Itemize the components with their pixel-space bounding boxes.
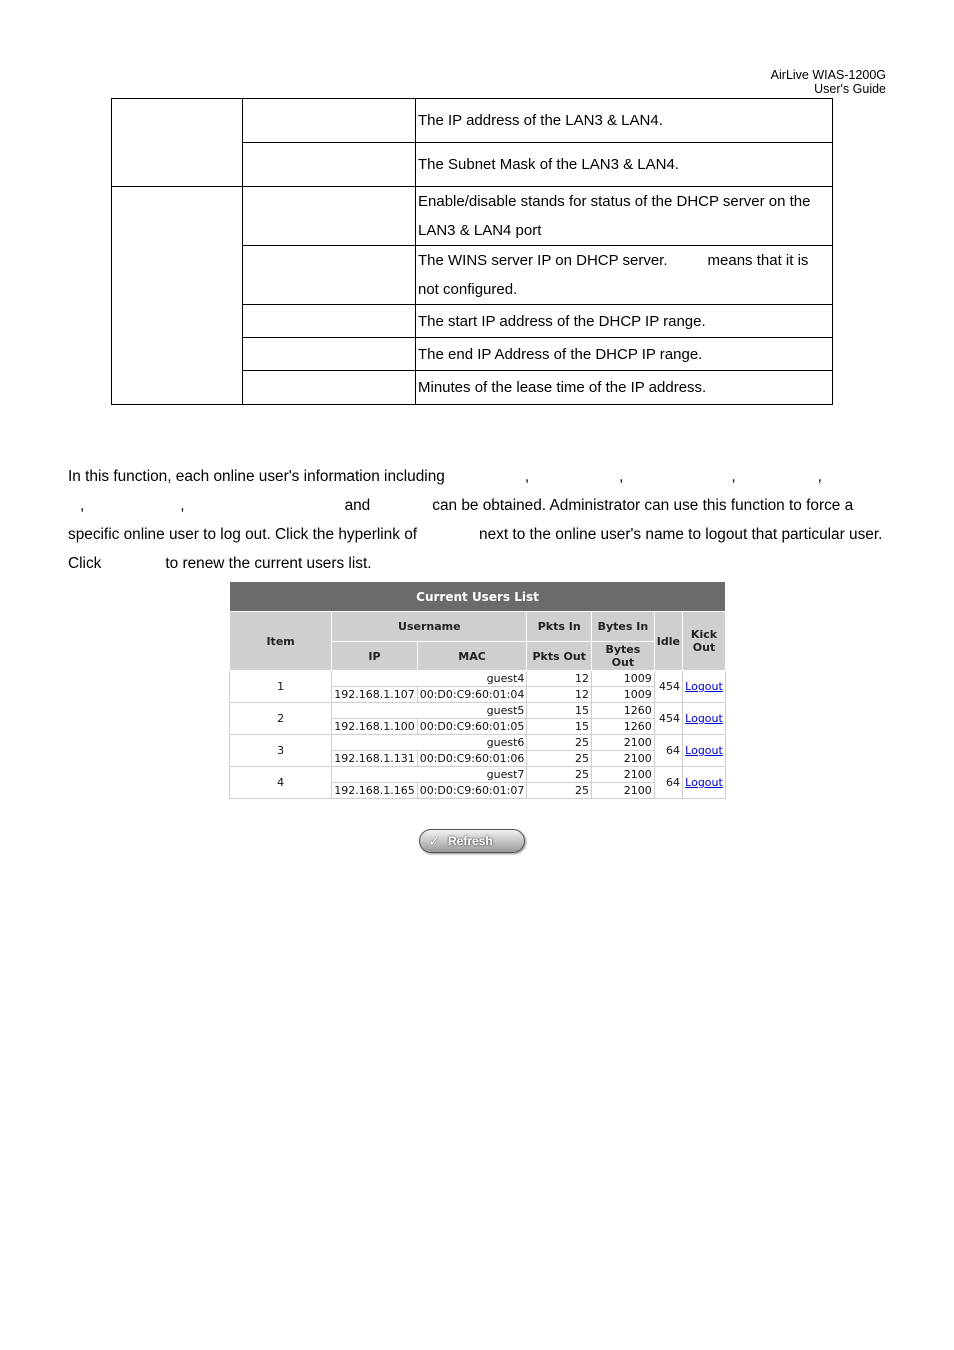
col-header-item: Item (230, 612, 332, 671)
bytes-out-cell: 1009 (592, 687, 655, 703)
item-cell: 1 (230, 671, 332, 703)
settings-description-table (111, 98, 833, 405)
mac-cell: 00:D0:C9:60:01:04 (417, 687, 527, 703)
row-description: Enable/disable stands for status of the DHCP server on the LAN3 & LAN4 port (416, 187, 833, 246)
logout-link[interactable]: Logout (685, 680, 723, 693)
ip-cell: 192.168.1.131 (332, 751, 417, 767)
item-cell: 3 (230, 735, 332, 767)
row-description: Minutes of the lease time of the IP address. (416, 371, 833, 405)
table-row (112, 99, 833, 143)
bytes-out-cell: 1260 (592, 719, 655, 735)
bytes-out-cell: 2100 (592, 783, 655, 799)
table-title-row (230, 582, 726, 612)
bytes-out-cell: 2100 (592, 751, 655, 767)
pkts-in-cell: 12 (527, 671, 592, 687)
idle-cell: 64 (654, 767, 682, 799)
checkmark-icon: ✓ (428, 833, 441, 850)
ip-cell: 192.168.1.107 (332, 687, 417, 703)
kick-out-cell (682, 767, 725, 799)
page-header (771, 68, 886, 96)
mac-cell: 00:D0:C9:60:01:05 (417, 719, 527, 735)
col-header-username: Username (332, 612, 527, 642)
mac-cell: 00:D0:C9:60:01:07 (417, 783, 527, 799)
col-header-ip: IP (332, 642, 417, 671)
refresh-button[interactable] (419, 829, 525, 853)
pkts-out-cell: 25 (527, 751, 592, 767)
ip-cell: 192.168.1.165 (332, 783, 417, 799)
username-cell: guest5 (332, 703, 527, 719)
description-paragraph: In this function, each online user's information including , , , , , , and can be obtained. Administrator can use this function to force a specific online user to log out. Click the hyperlink of next to the online user's name to logout that particular user. Click to renew the current users list. (68, 468, 883, 572)
bytes-in-cell: 1009 (592, 671, 655, 687)
col-header-mac: MAC (417, 642, 527, 671)
pkts-out-cell: 12 (527, 687, 592, 703)
table-title: Current Users List (230, 582, 726, 612)
username-cell: guest4 (332, 671, 527, 687)
current-users-table (229, 581, 726, 799)
pkts-in-cell: 15 (527, 703, 592, 719)
logout-link[interactable]: Logout (685, 776, 723, 789)
bytes-in-cell: 1260 (592, 703, 655, 719)
header-guide: User's Guide (814, 82, 886, 96)
col-header-bytes-out: Bytes Out (592, 642, 655, 671)
username-cell: guest6 (332, 735, 527, 751)
row-description: The Subnet Mask of the LAN3 & LAN4. (416, 143, 833, 187)
pkts-in-cell: 25 (527, 735, 592, 751)
table-row (112, 187, 833, 246)
item-cell: 4 (230, 767, 332, 799)
idle-cell: 454 (654, 671, 682, 703)
bytes-in-cell: 2100 (592, 735, 655, 751)
header-product: AirLive WIAS-1200G (770, 68, 886, 82)
table-row (230, 735, 726, 751)
pkts-out-cell: 15 (527, 719, 592, 735)
table-header-row (230, 612, 726, 642)
username-cell: guest7 (332, 767, 527, 783)
kick-out-cell (682, 703, 725, 735)
pkts-in-cell: 25 (527, 767, 592, 783)
table-row (230, 767, 726, 783)
col-header-pkts-in: Pkts In (527, 612, 592, 642)
mac-cell: 00:D0:C9:60:01:06 (417, 751, 527, 767)
bytes-in-cell: 2100 (592, 767, 655, 783)
row-description: The WINS server IP on DHCP server. means that it is not configured. (416, 246, 833, 305)
ip-cell: 192.168.1.100 (332, 719, 417, 735)
col-header-kick-out: Kick Out (682, 612, 725, 671)
col-header-idle: Idle (654, 612, 682, 671)
pkts-out-cell: 25 (527, 783, 592, 799)
logout-link[interactable]: Logout (685, 744, 723, 757)
row-description: The IP address of the LAN3 & LAN4. (416, 99, 833, 143)
idle-cell: 454 (654, 703, 682, 735)
idle-cell: 64 (654, 735, 682, 767)
row-description: The start IP address of the DHCP IP range. (416, 305, 833, 338)
refresh-button-label: Refresh (448, 834, 493, 848)
col-header-bytes-in: Bytes In (592, 612, 655, 642)
row-description: The end IP Address of the DHCP IP range. (416, 338, 833, 371)
item-cell: 2 (230, 703, 332, 735)
table-row (230, 671, 726, 687)
kick-out-cell (682, 735, 725, 767)
kick-out-cell (682, 671, 725, 703)
table-row (230, 703, 726, 719)
logout-link[interactable]: Logout (685, 712, 723, 725)
col-header-pkts-out: Pkts Out (527, 642, 592, 671)
